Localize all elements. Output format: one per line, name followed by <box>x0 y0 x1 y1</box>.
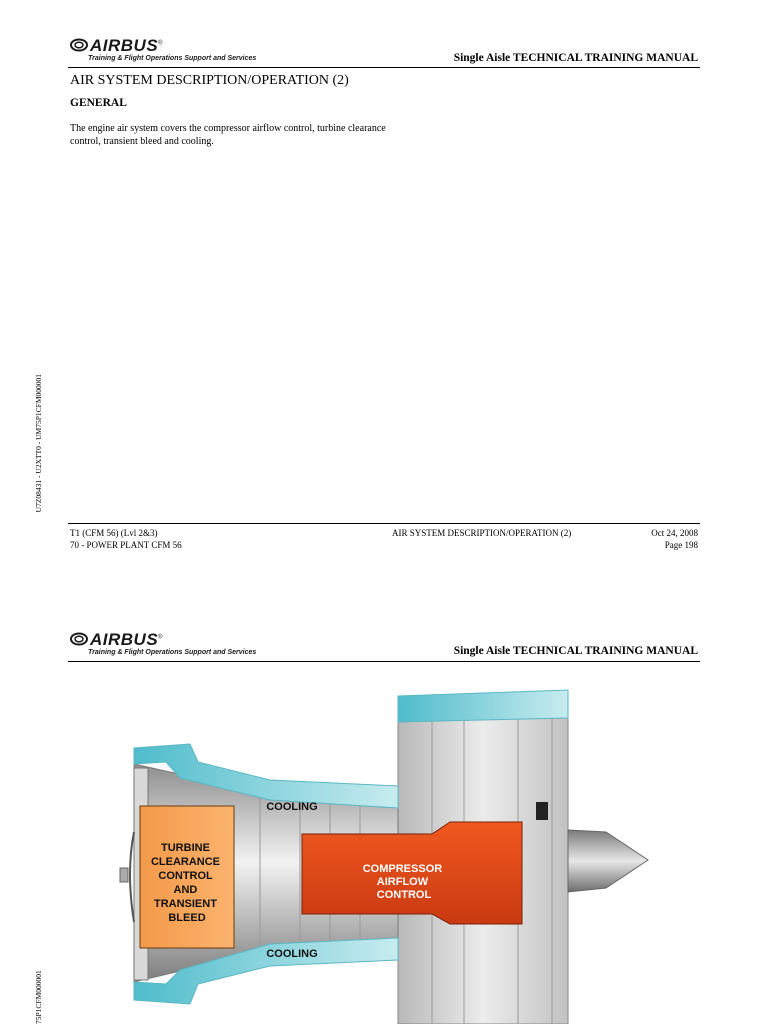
footer-chapter: 70 - POWER PLANT CFM 56 <box>70 540 182 550</box>
airbus-tagline: Training & Flight Operations Support and Services <box>88 55 257 62</box>
compressor-airflow-label: COMPRESSOR AIRFLOW CONTROL <box>362 863 443 901</box>
turbine-clearance-label: TURBINE CLEARANCE CONTROL AND TRANSIENT BLEED <box>150 842 220 924</box>
footer-center-title: AIR SYSTEM DESCRIPTION/OPERATION (2) <box>392 528 572 538</box>
side-document-code: 75P1CFM000001 <box>34 970 43 1024</box>
airbus-brand: AIRBUS® <box>90 36 164 55</box>
body-paragraph: The engine air system covers the compressor airflow control, turbine clearance control, transient bleed and cooling. <box>70 123 386 147</box>
manual-title: Single Aisle TECHNICAL TRAINING MANUAL <box>453 645 698 657</box>
engine-air-system-diagram <box>70 682 698 1024</box>
footer-page-number: Page 198 <box>664 540 698 550</box>
footer-rule <box>68 523 700 524</box>
section-heading: GENERAL <box>70 97 127 109</box>
spinner-cone <box>568 830 648 892</box>
header-rule <box>68 67 700 68</box>
airbus-swirl-icon <box>70 38 89 52</box>
airbus-swirl-icon <box>70 632 89 646</box>
footer-course: T1 (CFM 56) (Lvl 2&3) <box>70 528 158 538</box>
airbus-logo <box>70 630 257 660</box>
fan-duct-top <box>398 690 568 722</box>
header-rule <box>68 661 700 662</box>
cooling-label-top: COOLING <box>266 801 318 813</box>
airbus-tagline: Training & Flight Operations Support and Services <box>88 649 257 656</box>
airbus-logo <box>70 36 257 66</box>
manual-title: Single Aisle TECHNICAL TRAINING MANUAL <box>453 52 698 64</box>
airbus-brand: AIRBUS® <box>90 630 164 649</box>
page-heading: AIR SYSTEM DESCRIPTION/OPERATION (2) <box>70 73 349 88</box>
footer-left <box>70 527 182 551</box>
footer-date: Oct 24, 2008 <box>651 528 698 538</box>
footer-right <box>651 527 698 551</box>
cooling-label-bottom: COOLING <box>266 948 318 960</box>
side-document-code: U7Z08431 - U2XTT0 - UM75P1CFM000001 <box>34 374 43 513</box>
